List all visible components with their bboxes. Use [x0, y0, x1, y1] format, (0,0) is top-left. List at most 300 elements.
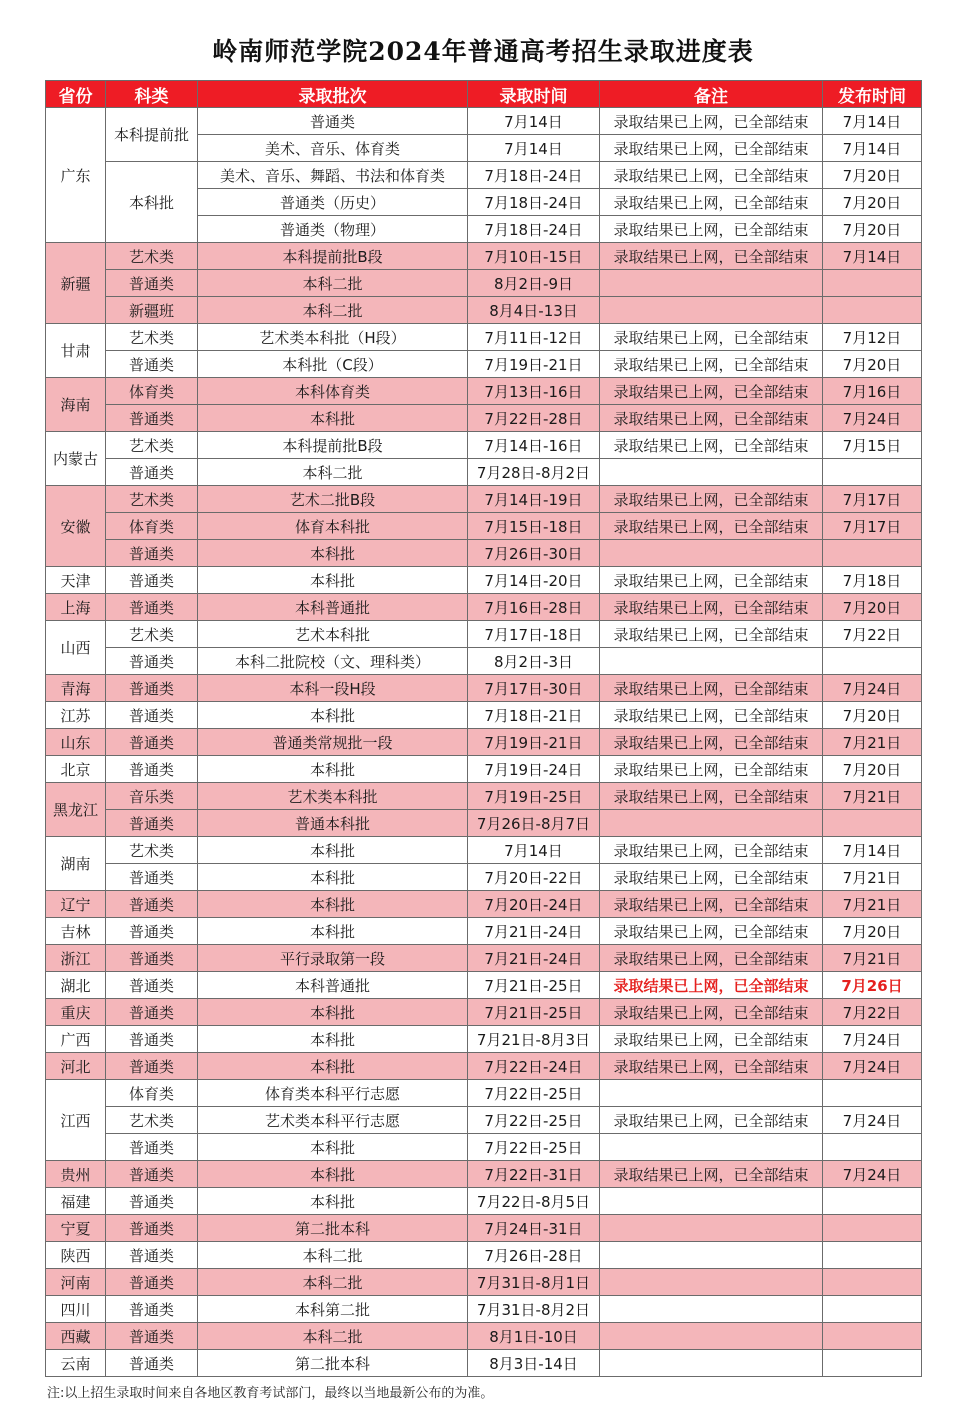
province-cell: 甘肃 — [46, 324, 106, 378]
batch-cell: 体育本科批 — [198, 513, 468, 540]
publish-time-cell: 7月26日 — [823, 972, 922, 999]
table-row — [46, 918, 922, 945]
batch-cell: 艺术类本科批 — [198, 783, 468, 810]
batch-cell: 本科批 — [198, 1053, 468, 1080]
batch-cell: 本科二批 — [198, 459, 468, 486]
time-cell: 7月31日-8月2日 — [468, 1296, 600, 1323]
table-row — [46, 1026, 922, 1053]
publish-time-cell: 7月20日 — [823, 216, 922, 243]
publish-time-cell — [823, 1350, 922, 1377]
time-cell: 7月14日-19日 — [468, 486, 600, 513]
remark-cell: 录取结果已上网，已全部结束 — [600, 351, 823, 378]
province-cell: 湖北 — [46, 972, 106, 999]
publish-time-cell — [823, 459, 922, 486]
publish-time-cell: 7月15日 — [823, 432, 922, 459]
remark-cell: 录取结果已上网，已全部结束 — [600, 675, 823, 702]
time-cell: 7月22日-25日 — [468, 1107, 600, 1134]
batch-cell: 本科二批院校（文、理科类） — [198, 648, 468, 675]
category-cell: 本科批 — [106, 162, 198, 243]
publish-time-cell — [823, 648, 922, 675]
time-cell: 7月22日-8月5日 — [468, 1188, 600, 1215]
table-row — [46, 594, 922, 621]
remark-cell: 录取结果已上网，已全部结束 — [600, 567, 823, 594]
remark-cell: 录取结果已上网，已全部结束 — [600, 837, 823, 864]
table-header — [46, 81, 922, 108]
time-cell: 7月15日-18日 — [468, 513, 600, 540]
province-cell: 安徽 — [46, 486, 106, 567]
province-cell: 辽宁 — [46, 891, 106, 918]
province-cell: 浙江 — [46, 945, 106, 972]
category-cell: 普通类 — [106, 918, 198, 945]
category-cell: 普通类 — [106, 1026, 198, 1053]
remark-cell — [600, 1215, 823, 1242]
category-cell: 普通类 — [106, 1269, 198, 1296]
table-row — [46, 378, 922, 405]
time-cell: 7月14日-20日 — [468, 567, 600, 594]
remark-cell: 录取结果已上网，已全部结束 — [600, 1107, 823, 1134]
batch-cell: 本科批 — [198, 405, 468, 432]
publish-time-cell: 7月20日 — [823, 918, 922, 945]
province-cell: 广东 — [46, 108, 106, 243]
batch-cell: 艺术类本科批（H段） — [198, 324, 468, 351]
province-cell: 云南 — [46, 1350, 106, 1377]
publish-time-cell — [823, 1242, 922, 1269]
publish-time-cell: 7月24日 — [823, 1161, 922, 1188]
category-cell: 普通类 — [106, 1242, 198, 1269]
batch-cell: 本科批 — [198, 567, 468, 594]
province-cell: 福建 — [46, 1188, 106, 1215]
province-cell: 山东 — [46, 729, 106, 756]
table-row — [46, 729, 922, 756]
table-row — [46, 945, 922, 972]
remark-cell: 录取结果已上网，已全部结束 — [600, 378, 823, 405]
province-cell: 河南 — [46, 1269, 106, 1296]
remark-cell: 录取结果已上网，已全部结束 — [600, 1161, 823, 1188]
category-cell: 新疆班 — [106, 297, 198, 324]
remark-cell — [600, 1134, 823, 1161]
publish-time-cell: 7月20日 — [823, 162, 922, 189]
batch-cell: 第二批本科 — [198, 1350, 468, 1377]
time-cell: 7月14日 — [468, 837, 600, 864]
batch-cell: 普通类常规批一段 — [198, 729, 468, 756]
category-cell: 普通类 — [106, 459, 198, 486]
publish-time-cell — [823, 1188, 922, 1215]
province-cell: 内蒙古 — [46, 432, 106, 486]
remark-cell: 录取结果已上网，已全部结束 — [600, 243, 823, 270]
category-cell: 艺术类 — [106, 486, 198, 513]
batch-cell: 本科普通批 — [198, 972, 468, 999]
province-cell: 广西 — [46, 1026, 106, 1053]
province-cell: 山西 — [46, 621, 106, 675]
table-row — [46, 1080, 922, 1107]
batch-cell: 本科提前批B段 — [198, 432, 468, 459]
category-cell: 普通类 — [106, 1134, 198, 1161]
remark-cell: 录取结果已上网，已全部结束 — [600, 621, 823, 648]
time-cell: 7月13日-16日 — [468, 378, 600, 405]
table-row — [46, 243, 922, 270]
category-cell: 普通类 — [106, 351, 198, 378]
remark-cell — [600, 459, 823, 486]
table-row — [46, 1323, 922, 1350]
remark-cell: 录取结果已上网，已全部结束 — [600, 783, 823, 810]
table-row — [46, 1161, 922, 1188]
header-remark: 备注 — [600, 81, 823, 108]
table-row — [46, 891, 922, 918]
batch-cell: 本科一段H段 — [198, 675, 468, 702]
batch-cell: 美术、音乐、舞蹈、书法和体育类 — [198, 162, 468, 189]
batch-cell: 本科二批 — [198, 297, 468, 324]
time-cell: 7月24日-31日 — [468, 1215, 600, 1242]
batch-cell: 本科批 — [198, 999, 468, 1026]
batch-cell: 本科第二批 — [198, 1296, 468, 1323]
time-cell: 7月17日-30日 — [468, 675, 600, 702]
batch-cell: 平行录取第一段 — [198, 945, 468, 972]
province-cell: 黑龙江 — [46, 783, 106, 837]
time-cell: 8月1日-10日 — [468, 1323, 600, 1350]
table-row — [46, 540, 922, 567]
publish-time-cell: 7月14日 — [823, 837, 922, 864]
remark-cell: 录取结果已上网，已全部结束 — [600, 432, 823, 459]
category-cell: 艺术类 — [106, 243, 198, 270]
remark-cell — [600, 1323, 823, 1350]
batch-cell: 本科批 — [198, 540, 468, 567]
category-cell: 普通类 — [106, 1161, 198, 1188]
table-row — [46, 1242, 922, 1269]
category-cell: 普通类 — [106, 648, 198, 675]
category-cell: 体育类 — [106, 378, 198, 405]
remark-cell — [600, 1296, 823, 1323]
batch-cell: 本科体育类 — [198, 378, 468, 405]
category-cell: 普通类 — [106, 729, 198, 756]
remark-cell: 录取结果已上网，已全部结束 — [600, 189, 823, 216]
batch-cell: 本科批 — [198, 864, 468, 891]
table-row — [46, 567, 922, 594]
category-cell: 普通类 — [106, 864, 198, 891]
time-cell: 7月19日-21日 — [468, 729, 600, 756]
batch-cell: 本科批（C段） — [198, 351, 468, 378]
batch-cell: 普通类（物理） — [198, 216, 468, 243]
category-cell: 艺术类 — [106, 1107, 198, 1134]
batch-cell: 本科批 — [198, 918, 468, 945]
publish-time-cell: 7月12日 — [823, 324, 922, 351]
category-cell: 普通类 — [106, 1296, 198, 1323]
table-row — [46, 1215, 922, 1242]
table-row — [46, 621, 922, 648]
table-row — [46, 999, 922, 1026]
remark-cell: 录取结果已上网，已全部结束 — [600, 702, 823, 729]
batch-cell: 艺术二批B段 — [198, 486, 468, 513]
remark-cell — [600, 540, 823, 567]
remark-cell: 录取结果已上网，已全部结束 — [600, 162, 823, 189]
time-cell: 7月22日-24日 — [468, 1053, 600, 1080]
batch-cell: 艺术本科批 — [198, 621, 468, 648]
remark-cell — [600, 1242, 823, 1269]
category-cell: 艺术类 — [106, 324, 198, 351]
publish-time-cell — [823, 1134, 922, 1161]
batch-cell: 本科批 — [198, 891, 468, 918]
category-cell: 艺术类 — [106, 621, 198, 648]
province-cell: 北京 — [46, 756, 106, 783]
batch-cell: 美术、音乐、体育类 — [198, 135, 468, 162]
category-cell: 普通类 — [106, 1215, 198, 1242]
time-cell: 7月31日-8月1日 — [468, 1269, 600, 1296]
time-cell: 7月18日-21日 — [468, 702, 600, 729]
header-province: 省份 — [46, 81, 106, 108]
batch-cell: 普通类（历史） — [198, 189, 468, 216]
publish-time-cell — [823, 270, 922, 297]
table-row — [46, 1269, 922, 1296]
remark-cell: 录取结果已上网，已全部结束 — [600, 945, 823, 972]
table-row — [46, 702, 922, 729]
category-cell: 本科提前批 — [106, 108, 198, 162]
category-cell: 普通类 — [106, 594, 198, 621]
publish-time-cell: 7月21日 — [823, 945, 922, 972]
batch-cell: 本科批 — [198, 1188, 468, 1215]
publish-time-cell: 7月21日 — [823, 729, 922, 756]
publish-time-cell: 7月20日 — [823, 594, 922, 621]
table-row — [46, 1188, 922, 1215]
batch-cell: 第二批本科 — [198, 1215, 468, 1242]
time-cell: 7月19日-24日 — [468, 756, 600, 783]
time-cell: 7月18日-24日 — [468, 216, 600, 243]
category-cell: 体育类 — [106, 513, 198, 540]
header-publish-time: 发布时间 — [823, 81, 922, 108]
category-cell: 普通类 — [106, 810, 198, 837]
remark-cell: 录取结果已上网，已全部结束 — [600, 891, 823, 918]
publish-time-cell: 7月14日 — [823, 108, 922, 135]
table-row — [46, 837, 922, 864]
table-row — [46, 270, 922, 297]
province-cell: 贵州 — [46, 1161, 106, 1188]
time-cell: 7月26日-8月7日 — [468, 810, 600, 837]
batch-cell: 本科普通批 — [198, 594, 468, 621]
publish-time-cell: 7月17日 — [823, 513, 922, 540]
publish-time-cell: 7月20日 — [823, 702, 922, 729]
publish-time-cell — [823, 1215, 922, 1242]
time-cell: 7月21日-25日 — [468, 999, 600, 1026]
remark-cell: 录取结果已上网，已全部结束 — [600, 1026, 823, 1053]
publish-time-cell: 7月24日 — [823, 1053, 922, 1080]
time-cell: 7月16日-28日 — [468, 594, 600, 621]
category-cell: 普通类 — [106, 1053, 198, 1080]
table-body — [46, 108, 922, 1377]
time-cell: 7月19日-25日 — [468, 783, 600, 810]
time-cell: 7月22日-25日 — [468, 1134, 600, 1161]
category-cell: 普通类 — [106, 1188, 198, 1215]
remark-cell — [600, 270, 823, 297]
remark-cell: 录取结果已上网，已全部结束 — [600, 405, 823, 432]
batch-cell: 普通本科批 — [198, 810, 468, 837]
batch-cell: 本科二批 — [198, 1323, 468, 1350]
category-cell: 艺术类 — [106, 837, 198, 864]
publish-time-cell: 7月24日 — [823, 405, 922, 432]
category-cell: 普通类 — [106, 675, 198, 702]
province-cell: 湖南 — [46, 837, 106, 891]
table-row — [46, 648, 922, 675]
time-cell: 8月2日-3日 — [468, 648, 600, 675]
table-row — [46, 972, 922, 999]
table-row — [46, 1350, 922, 1377]
batch-cell: 本科批 — [198, 756, 468, 783]
time-cell: 8月3日-14日 — [468, 1350, 600, 1377]
province-cell: 新疆 — [46, 243, 106, 324]
time-cell: 7月28日-8月2日 — [468, 459, 600, 486]
remark-cell: 录取结果已上网，已全部结束 — [600, 486, 823, 513]
remark-cell — [600, 1269, 823, 1296]
time-cell: 7月18日-24日 — [468, 162, 600, 189]
time-cell: 7月21日-8月3日 — [468, 1026, 600, 1053]
remark-cell: 录取结果已上网，已全部结束 — [600, 972, 823, 999]
remark-cell: 录取结果已上网，已全部结束 — [600, 729, 823, 756]
remark-cell: 录取结果已上网，已全部结束 — [600, 756, 823, 783]
batch-cell: 本科提前批B段 — [198, 243, 468, 270]
category-cell: 体育类 — [106, 1080, 198, 1107]
province-cell: 青海 — [46, 675, 106, 702]
publish-time-cell: 7月14日 — [823, 135, 922, 162]
batch-cell: 本科二批 — [198, 1269, 468, 1296]
publish-time-cell — [823, 1269, 922, 1296]
table-row — [46, 1296, 922, 1323]
time-cell: 7月14日-16日 — [468, 432, 600, 459]
header-batch: 录取批次 — [198, 81, 468, 108]
table-row — [46, 864, 922, 891]
page-title: 岭南师范学院2024年普通高考招生录取进度表 — [212, 37, 754, 66]
province-cell: 天津 — [46, 567, 106, 594]
table-row — [46, 513, 922, 540]
province-cell: 上海 — [46, 594, 106, 621]
header-time: 录取时间 — [468, 81, 600, 108]
publish-time-cell — [823, 1323, 922, 1350]
table-row — [46, 1107, 922, 1134]
time-cell: 7月11日-12日 — [468, 324, 600, 351]
category-cell: 普通类 — [106, 540, 198, 567]
category-cell: 普通类 — [106, 270, 198, 297]
table-row — [46, 1053, 922, 1080]
batch-cell: 本科二批 — [198, 270, 468, 297]
category-cell: 普通类 — [106, 702, 198, 729]
batch-cell: 普通类 — [198, 108, 468, 135]
category-cell: 音乐类 — [106, 783, 198, 810]
time-cell: 7月21日-24日 — [468, 918, 600, 945]
publish-time-cell — [823, 1296, 922, 1323]
remark-cell — [600, 297, 823, 324]
publish-time-cell — [823, 297, 922, 324]
category-cell: 普通类 — [106, 756, 198, 783]
time-cell: 7月19日-21日 — [468, 351, 600, 378]
publish-time-cell: 7月24日 — [823, 1107, 922, 1134]
remark-cell — [600, 1080, 823, 1107]
footnote: 注:以上招生录取时间来自各地区教育考试部门，最终以当地最新公布的为准。 — [47, 1386, 494, 1401]
time-cell: 7月18日-24日 — [468, 189, 600, 216]
category-cell: 普通类 — [106, 1323, 198, 1350]
batch-cell: 本科批 — [198, 837, 468, 864]
header-category: 科类 — [106, 81, 198, 108]
remark-cell — [600, 1188, 823, 1215]
batch-cell: 本科批 — [198, 1026, 468, 1053]
batch-cell: 体育类本科平行志愿 — [198, 1080, 468, 1107]
category-cell: 普通类 — [106, 567, 198, 594]
batch-cell: 本科二批 — [198, 1242, 468, 1269]
publish-time-cell: 7月18日 — [823, 567, 922, 594]
time-cell: 7月22日-28日 — [468, 405, 600, 432]
province-cell: 江西 — [46, 1080, 106, 1161]
time-cell: 7月21日-24日 — [468, 945, 600, 972]
time-cell: 7月14日 — [468, 135, 600, 162]
table-row — [46, 405, 922, 432]
remark-cell — [600, 648, 823, 675]
header-row — [46, 81, 922, 108]
category-cell: 普通类 — [106, 405, 198, 432]
table-row — [46, 432, 922, 459]
remark-cell — [600, 1350, 823, 1377]
publish-time-cell — [823, 810, 922, 837]
publish-time-cell: 7月14日 — [823, 243, 922, 270]
admission-progress-table — [45, 80, 922, 1377]
category-cell: 普通类 — [106, 945, 198, 972]
table-row — [46, 162, 922, 189]
remark-cell: 录取结果已上网，已全部结束 — [600, 999, 823, 1026]
publish-time-cell: 7月21日 — [823, 891, 922, 918]
publish-time-cell: 7月20日 — [823, 756, 922, 783]
table-row — [46, 756, 922, 783]
time-cell: 7月21日-25日 — [468, 972, 600, 999]
remark-cell: 录取结果已上网，已全部结束 — [600, 918, 823, 945]
batch-cell: 本科批 — [198, 1161, 468, 1188]
table-row — [46, 675, 922, 702]
category-cell: 普通类 — [106, 999, 198, 1026]
category-cell: 艺术类 — [106, 432, 198, 459]
batch-cell: 艺术类本科平行志愿 — [198, 1107, 468, 1134]
remark-cell: 录取结果已上网，已全部结束 — [600, 1053, 823, 1080]
time-cell: 7月26日-30日 — [468, 540, 600, 567]
time-cell: 8月2日-9日 — [468, 270, 600, 297]
category-cell: 普通类 — [106, 891, 198, 918]
time-cell: 7月14日 — [468, 108, 600, 135]
publish-time-cell: 7月20日 — [823, 351, 922, 378]
publish-time-cell — [823, 540, 922, 567]
time-cell: 7月20日-24日 — [468, 891, 600, 918]
province-cell: 吉林 — [46, 918, 106, 945]
table-row — [46, 297, 922, 324]
table-row — [46, 324, 922, 351]
publish-time-cell — [823, 1080, 922, 1107]
time-cell: 7月22日-31日 — [468, 1161, 600, 1188]
publish-time-cell: 7月16日 — [823, 378, 922, 405]
remark-cell: 录取结果已上网，已全部结束 — [600, 513, 823, 540]
province-cell: 西藏 — [46, 1323, 106, 1350]
publish-time-cell: 7月21日 — [823, 783, 922, 810]
table-row — [46, 486, 922, 513]
time-cell: 7月10日-15日 — [468, 243, 600, 270]
batch-cell: 本科批 — [198, 1134, 468, 1161]
time-cell: 7月22日-25日 — [468, 1080, 600, 1107]
province-cell: 重庆 — [46, 999, 106, 1026]
province-cell: 宁夏 — [46, 1215, 106, 1242]
province-cell: 四川 — [46, 1296, 106, 1323]
remark-cell: 录取结果已上网，已全部结束 — [600, 594, 823, 621]
table-row — [46, 810, 922, 837]
remark-cell: 录取结果已上网，已全部结束 — [600, 135, 823, 162]
remark-cell — [600, 810, 823, 837]
table-row — [46, 351, 922, 378]
province-cell: 江苏 — [46, 702, 106, 729]
batch-cell: 本科批 — [198, 702, 468, 729]
table-row — [46, 783, 922, 810]
publish-time-cell: 7月24日 — [823, 1026, 922, 1053]
time-cell: 7月17日-18日 — [468, 621, 600, 648]
remark-cell: 录取结果已上网，已全部结束 — [600, 108, 823, 135]
province-cell: 河北 — [46, 1053, 106, 1080]
